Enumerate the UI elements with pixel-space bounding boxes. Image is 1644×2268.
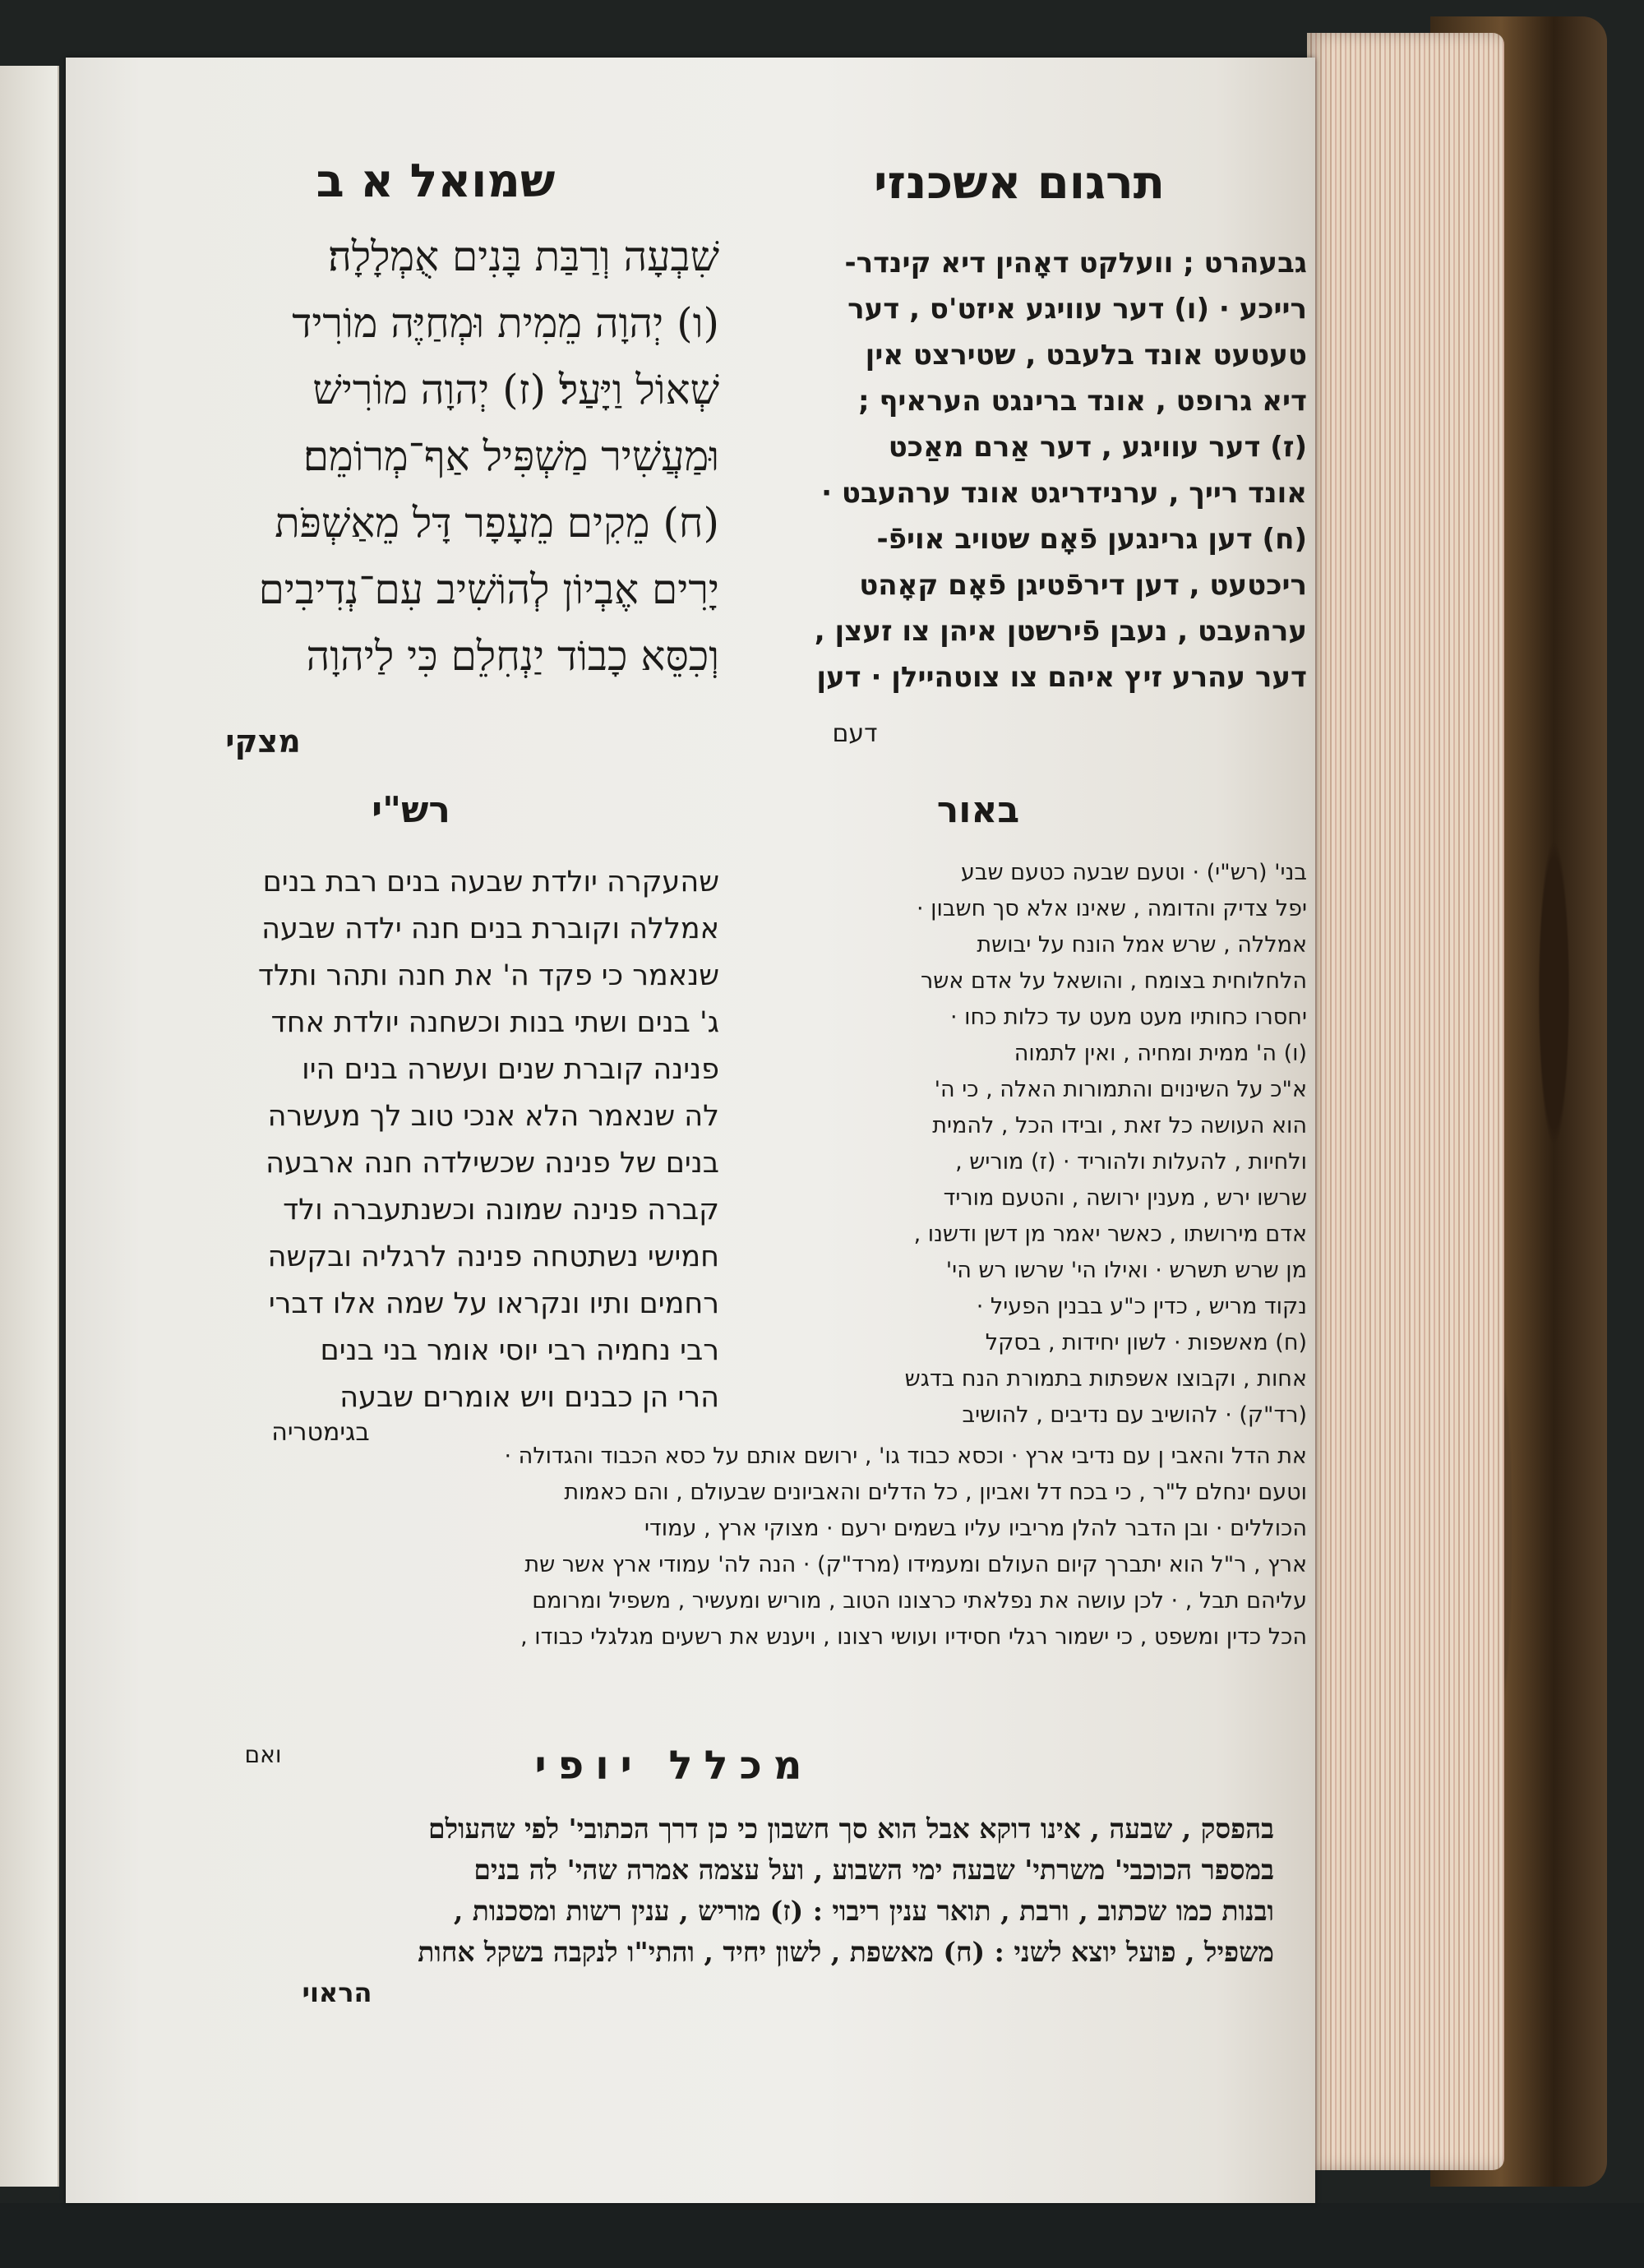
commentary-catchword: ואם bbox=[244, 1741, 282, 1768]
michlal-catchword: הראוי bbox=[302, 1977, 372, 2008]
commentary-line: הכל כדין ומשפט , כי ישמור רגלי חסידיו ועושי רצונו , ויענש את רשעים מגלגלי כבודו , bbox=[520, 1624, 1307, 1650]
commentary-line: וטעם ינחלם ל"ר , כי בכח דל ואביון , כל הדלים והאביונים שבעולם , והם כאמות bbox=[564, 1480, 1307, 1505]
running-head-translation: תרגום אשכנזי bbox=[874, 156, 1165, 210]
translation-line: ערהעבט , נעבן פֿירשטן איהן צו זעצן , bbox=[814, 615, 1307, 648]
biur-line: (רד"ק) · להושיב עם נדיבים , להושיב bbox=[962, 1402, 1307, 1428]
commentary-continuation-block bbox=[140, 1439, 1307, 1656]
bible-verse-line: שְׁאוֹל וַיָּעַל׃ (ז) יְהוָה מוֹרִישׁ bbox=[312, 366, 719, 413]
translation-catchword: דעם bbox=[832, 719, 878, 748]
biur-line: שרשו ירש , מענין ירושה , והטעם מוריד bbox=[943, 1185, 1307, 1211]
biur-line: ולחיות , להעלות ולהוריד · (ז) מוריש , bbox=[955, 1149, 1307, 1175]
biur-line: א"כ על השינוים והתמורות האלה , כי ה' bbox=[934, 1077, 1307, 1102]
bible-verse-line: וּמַעֲשִׁיר מַשְׁפִּיל אַף־מְרוֹמֵם׃ bbox=[302, 432, 719, 480]
bible-verse-line: יָרִים אֶבְיוֹן לְהוֹשִׁיב עִם־נְדִיבִים bbox=[258, 566, 719, 613]
commentary-line: הכוללים · ובן הדבר להלן מריביו עליו בשמים ירעם · מצוקי ארץ , עמודי bbox=[644, 1516, 1307, 1541]
rashi-line: הרי הן כבנים ויש אומרים שבעה bbox=[339, 1381, 719, 1414]
biur-line: (ו) ה' ממית ומחיה , ואין לתמוה bbox=[1014, 1041, 1307, 1066]
michlal-line: במספר הכוכבי' משרתי' שבעה ימי השבוע , ועל עצמה אמרה שהי' לה בנים bbox=[473, 1854, 1274, 1886]
book-page bbox=[66, 58, 1315, 2203]
biur-line: (ח) מאשפות · לשון יחידות , בסקל bbox=[985, 1330, 1307, 1356]
biur-line: נקוד מריש , כדין כ"ע בבנין הפעיל · bbox=[976, 1294, 1307, 1319]
translation-line: דער עהרע זיץ איהם צו צוטהיילן · דען bbox=[816, 661, 1307, 694]
translation-line: (ז) דער עוויגע , דער אַרם מאַכט bbox=[888, 431, 1307, 464]
biur-title: באור bbox=[936, 789, 1020, 831]
biur-line: מן שרש תשרש · ואילו הי' שרשו רש הי' bbox=[945, 1258, 1307, 1283]
rashi-line: אמללה וקוברת בנים חנה ילדה שבעה bbox=[261, 912, 719, 945]
translation-line: גבעהרט ; וועלקט דאָהין דיא קינדר- bbox=[844, 247, 1307, 279]
biur-line: הלחלוחית בצומח , והושאל על אדם אשר bbox=[920, 968, 1307, 994]
rashi-line: בנים של פנינה שכשילדה חנה ארבעה bbox=[266, 1147, 719, 1180]
bible-verse-line: וְכִסֵּא כָבוֹד יַנְחִלֵם כִּי לַיהוָה bbox=[306, 632, 719, 680]
rashi-catchword: בגימטריה bbox=[271, 1418, 370, 1447]
bible-verse-line: (ו) יְהוָה מֵמִית וּמְחַיֶּה מוֹרִיד bbox=[292, 299, 719, 347]
translation-line: דיא גרופט , אונד ברינגט העראיף ; bbox=[858, 385, 1307, 418]
bible-verse-line: (ח) מֵקִים מֵעָפָר דָּל מֵאַשְׁפֹּת bbox=[275, 499, 719, 547]
bible-catchword: מצקי bbox=[225, 723, 301, 760]
biur-line: הוא העושה כל זאת , ובידו הכל , להמית bbox=[932, 1113, 1307, 1139]
table-surface bbox=[0, 2203, 1644, 2268]
michlal-yofi-block bbox=[115, 1808, 1274, 1973]
rashi-title: רש"י bbox=[372, 789, 450, 831]
biur-line: בני' (רש"י) · וטעם שבעה כטעם שבע bbox=[960, 860, 1307, 885]
michlal-line: ובנות כמו שכתוב , ורבת , תואר ענין ריבוי : (ז) מוריש , ענין רשות ומסכנות , bbox=[453, 1895, 1274, 1927]
translation-line: (ח) דען גרינגען פֿאָם שטויב אויפֿ- bbox=[876, 523, 1307, 556]
facing-page-edge bbox=[0, 66, 59, 2187]
rashi-line: חמישי נשתטחה פנינה לרגליה ובקשה bbox=[267, 1240, 719, 1273]
page-stack-edge bbox=[1307, 33, 1504, 2170]
rashi-line: רחמים ותיו ונקראו על שמה אלו דברי bbox=[268, 1287, 719, 1320]
biur-line: אחות , וקבוצו אשפתות בתמורת הנח בדגש bbox=[904, 1366, 1307, 1392]
commentary-line: ארץ , ר"ל הוא יתברך קיום העולם ומעמידו (מרד"ק) · הנה לה' עמודי ארץ אשר שת bbox=[524, 1552, 1307, 1577]
biur-line: יחסרו כחותיו מעט מעט עד כלות כחו · bbox=[949, 1005, 1307, 1030]
biur-line: אדם מירושתו , כאשר יאמר מן דשן ודשנו , bbox=[913, 1222, 1307, 1247]
translation-line: אונד רייך , ערנידריגט אונד ערהעבט · bbox=[821, 477, 1307, 510]
rashi-line: לה שנאמר הלא אנכי טוב לך מעשרה bbox=[267, 1100, 719, 1133]
rashi-block bbox=[144, 859, 719, 1421]
translation-line: טעטעט אונד בלעבט , שטירצט אין bbox=[865, 339, 1307, 372]
translation-line: רייכע · (ו) דער עוויגע איזט'ס , דער bbox=[847, 293, 1307, 326]
running-head-book: שמואל א ב bbox=[316, 155, 556, 208]
rashi-line: שנאמר כי פקד ה' את חנה ותהר ותלד bbox=[257, 959, 719, 992]
rashi-line: פנינה קוברת שנים ועשרה בנים היו bbox=[302, 1053, 719, 1086]
michlal-line: משפיל , פועל יוצא לשני : (ח) מאשפת , לשון יחיד , והתי"ו לנקבה בשקל אחות bbox=[418, 1936, 1274, 1968]
translation-block bbox=[756, 240, 1307, 700]
rashi-line: ג' בנים ושתי בנות וכשחנה יולדת אחד bbox=[270, 1006, 719, 1039]
biur-line: יפל צדיק והדומה , שאינו אלא סך חשבון · bbox=[916, 896, 1307, 922]
biur-block bbox=[756, 855, 1307, 1434]
biur-line: אמללה , שרש אמל הונח על יבושת bbox=[977, 932, 1307, 958]
translation-line: ריכטעט , דען דירפֿטיגן פֿאָם קאָהט bbox=[859, 569, 1307, 602]
bible-text-block bbox=[144, 224, 719, 690]
bible-verse-line: שִׁבְעָה וְרַבַּת בָּנִים אֻמְלָלָה׃ bbox=[327, 233, 719, 280]
rashi-line: שהעקרה יולדת שבעה בנים רבת בנים bbox=[262, 866, 719, 898]
commentary-line: את הדל והאבי ן עם נדיבי ארץ · וכסא כבוד גו' , ירושם אותם על כסא הכבוד והגדולה · bbox=[504, 1443, 1307, 1469]
commentary-line: עליהם תבל , · לכן עושה את נפלאתי כרצונו הטוב , מוריש ומעשיר , משפיל ומרומם bbox=[532, 1588, 1307, 1614]
rashi-line: קברה פנינה שמונה וכשנתעברה ולד bbox=[283, 1194, 719, 1226]
michlal-line: בהפסק , שבעה , אינו דוקא אבל הוא סך חשבון כי כן דרך הכתובי' לפי שהעולם bbox=[428, 1813, 1274, 1845]
rashi-line: רבי נחמיה רבי יוסי אומר בני בנים bbox=[320, 1334, 719, 1367]
michlal-yofi-title: מכלל יופי bbox=[534, 1743, 814, 1789]
